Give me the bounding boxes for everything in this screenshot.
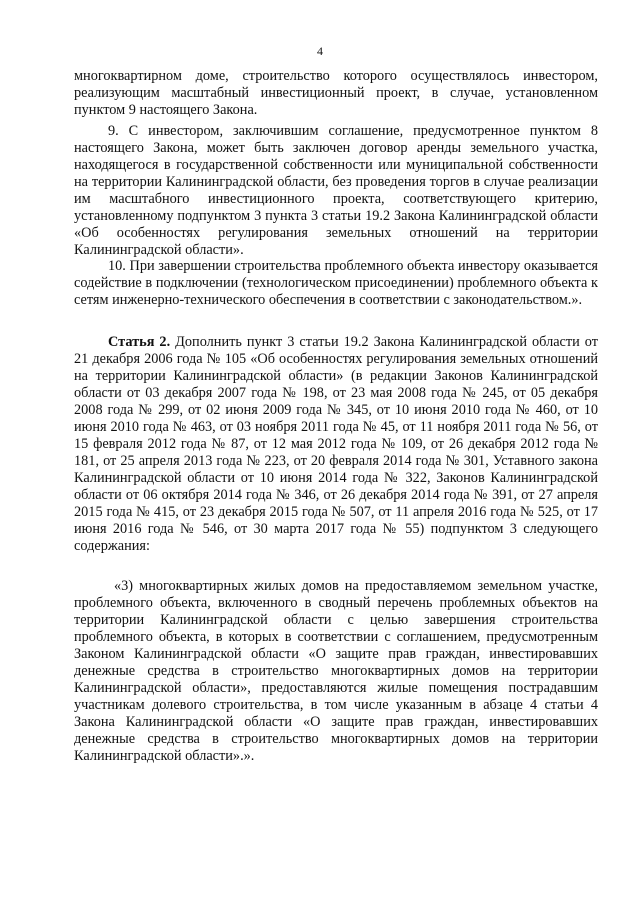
article-2-paragraph [74, 334, 598, 555]
article-title: Статья 2. [108, 334, 171, 350]
paragraph-text: 10. При завершении строительства проблемного объекта инвестору оказывается содействие в подключении (технологическом присоединении) проблемного объекта к сетям инженерно-технического обеспечения в соответствии с законодательством.». [74, 258, 598, 308]
paragraph-text: 9. С инвестором, заключившим соглашение, предусмотренное пунктом 8 настоящего Закона, может быть заключен договор аренды земельного участка, находящегося в государственной собственности или муниципальной собственности на территории Калининградской области, без проведения торгов в случае реализации им масштабного инвестиционного проекта, соответствующего критерию, установленному подпунктом 3 пункта 3 статьи 19.2 Закона Калининградской области «Об особенностях регулирования земельных отношений на территории Калининградской области». [74, 123, 598, 258]
paragraph-text: многоквартирном доме, строительство которого осуществлялось инвестором, реализующим масштабный инвестиционный проект, в случае, установленном пунктом 9 настоящего Закона. [74, 68, 598, 118]
article-2 [74, 334, 598, 555]
quoted-subpoint-3 [74, 578, 598, 765]
paragraph-10 [74, 258, 598, 309]
paragraph-continuation [74, 68, 598, 119]
page-number: 4 [317, 44, 323, 58]
paragraph-9 [74, 123, 598, 259]
article-text: Дополнить пункт 3 статьи 19.2 Закона Калининградской области от 21 декабря 2006 года № 105 «Об особенностях регулирования земельных отношений на территории Калининградской области» (в редакции Законов Калининградской области от 03 декабря 2007 года № 198, от 23 мая 2008 года № 245, от 05 декабря 2008 года № 299, от 02 июня 2009 года № 345, от 10 июня 2010 года № 460, от 10 июня 2010 года № 463, от 03 ноября 2011 года № 45, от 11 ноября 2011 года № 56, от 15 февраля 2012 года № 87, от 12 мая 2012 года № 109, от 26 декабря 2012 года № 181, от 25 апреля 2013 года № 223, от 20 февраля 2014 года № 301, Уставного закона Калининградской области от 10 июня 2014 года № 322, Законов Калининградской области от 06 октября 2014 года № 346, от 26 декабря 2014 года № 391, от 27 апреля 2015 года № 415, от 23 декабря 2015 года № 507, от 11 апреля 2016 года № 525, от 17 июня 2016 года № 546, от 30 марта 2017 года № 55) подпунктом 3 следующего содержания: [74, 334, 598, 554]
paragraph-text: «3) многоквартирных жилых домов на предоставляемом земельном участке, проблемного объекта, включенного в сводный перечень проблемных объектов на территории Калининградской области с целью завершения строительства проблемного объекта, в которых в соответствии с соглашением, предусмотренным Законом Калининградской области «О защите прав граждан, инвестировавших денежные средства в строительство многоквартирных домов на территории Калининградской области», предоставляются жилые помещения пострадавшим участникам долевого строительства, в том числе указанным в абзаце 4 статьи 4 Закона Калининградской области «О защите прав граждан, инвестировавших денежные средства в строительство многоквартирных домов на территории Калининградской области».». [74, 578, 598, 764]
